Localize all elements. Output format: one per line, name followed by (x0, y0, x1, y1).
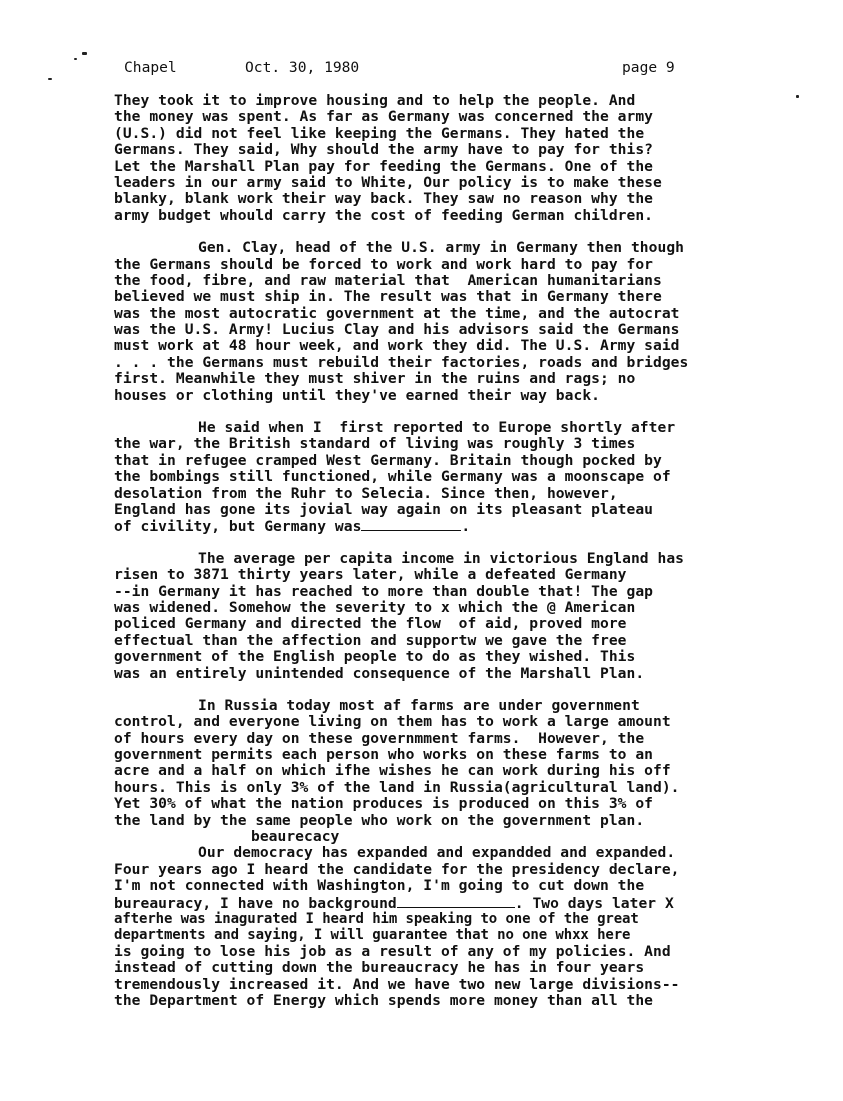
text-fragment: . (461, 518, 471, 536)
text-line: (U.S.) did not feel like keeping the Germans. They hated the (114, 124, 645, 142)
paragraph-3 (114, 420, 794, 535)
text-line: desolation from the Ruhr to Selecia. Since then, however, (114, 484, 618, 502)
fill-in-blank (397, 895, 515, 908)
text-line: the land by the same people who work on the government plan. (114, 811, 645, 829)
text-line: acre and a half on which ifhe wishes he can work during his off (114, 762, 671, 780)
text-line: the Germans should be forced to work and work hard to pay for (114, 255, 654, 273)
text-line: He said when I first reported to Europe shortly after (198, 419, 676, 437)
text-line: risen to 3871 thirty years later, while a defeated Germany (114, 566, 627, 584)
correction-annotation: beaurecacy (251, 828, 340, 846)
text-line: They took it to improve housing and to help the people. And (114, 92, 636, 109)
ink-speck (796, 95, 799, 98)
text-line: that in refugee cramped West Germany. Britain though pocked by (114, 451, 662, 469)
text-line: is going to lose his job as a result of any of my policies. And (114, 942, 671, 960)
text-line: of hours every day on these governmment farms. However, the (114, 729, 645, 747)
text-line: was widened. Somehow the severity to x which the @ American (114, 598, 636, 616)
text-fragment: of civility, but Germany was (114, 518, 362, 536)
text-line: effectual than the affection and supportw we gave the free (114, 631, 627, 649)
text-line: --in Germany it has reached to more than double that! The gap (114, 582, 654, 600)
text-line: first. Meanwhile they must shiver in the ruins and rags; no (114, 370, 636, 388)
text-line: Four years ago I heard the candidate for the presidency declare, (114, 860, 680, 878)
ink-speck (48, 78, 52, 80)
text-line: . . . the Germans must rebuild their factories, roads and bridges (114, 353, 689, 371)
text-line: was the U.S. Army! Lucius Clay and his advisors said the Germans (114, 321, 680, 339)
text-line: government of the English people to do as they wished. This (114, 648, 636, 666)
text-line: afterhe was inagurated I heard him speaking to one of the great (114, 910, 639, 927)
text-line: departments and saying, I will guarantee that no one whxx here (114, 927, 631, 944)
page-header (124, 58, 724, 78)
fill-in-blank (361, 518, 461, 531)
text-line: Germans. They said, Why should the army have to pay for this? (114, 141, 654, 159)
text-line-with-blank (114, 895, 794, 911)
text-line: houses or clothing until they've earned their way back. (114, 386, 600, 404)
text-line: England has gone its jovial way again on its pleasant plateau (114, 500, 654, 518)
text-line: government permits each person who works on these farms to an (114, 746, 654, 764)
paragraph-6 (114, 845, 794, 1009)
text-line: The average per capita income in victorious England has (198, 549, 684, 567)
ink-speck (74, 58, 77, 60)
header-date: Oct. 30, 1980 (245, 59, 360, 76)
ink-speck (82, 52, 87, 55)
text-line-with-blank (114, 518, 794, 534)
text-line: control, and everyone living on them has to work a large amount (114, 713, 671, 731)
text-line: I'm not connected with Washington, I'm going to cut down the (114, 877, 645, 895)
text-line: In Russia today most af farms are under government (198, 696, 640, 714)
paragraph-4 (114, 551, 794, 682)
text-line: must work at 48 hour week, and work they did. The U.S. Army said (114, 337, 680, 355)
text-line: Gen. Clay, head of the U.S. army in Germany then though (198, 239, 684, 257)
text-fragment: bureauracy, I have no background (114, 894, 397, 912)
text-line: Our democracy has expanded and expandded and expanded. (198, 844, 676, 862)
paragraph-5 (114, 698, 794, 829)
paragraph-2 (114, 240, 794, 404)
text-line: the Department of Energy which spends more money than all the (114, 991, 654, 1009)
text-line: was the most autocratic government at the time, and the autocrat (114, 304, 680, 322)
paragraph-1 (114, 93, 794, 224)
text-line: army budget whould carry the cost of feeding German children. (114, 206, 654, 224)
header-page-number: page 9 (622, 59, 675, 76)
text-line: believed we must ship in. The result was that in Germany there (114, 288, 662, 306)
text-fragment: . Two days later X (514, 894, 674, 912)
text-line: blanky, blank work their way back. They saw no reason why the (114, 190, 654, 208)
text-line: leaders in our army said to White, Our policy is to make these (114, 173, 662, 191)
document-body (114, 93, 794, 1009)
text-line: policed Germany and directed the flow of aid, proved more (114, 615, 627, 633)
text-line: tremendously increased it. And we have two new large divisions-- (114, 975, 680, 993)
text-line: Yet 30% of what the nation produces is produced on this 3% of (114, 795, 654, 813)
text-line: Let the Marshall Plan pay for feeding the Germans. One of the (114, 157, 654, 175)
text-line: instead of cutting down the bureaucracy he has in four years (114, 959, 645, 977)
text-line: the bombings still functioned, while Germany was a moonscape of (114, 468, 671, 486)
text-line: the war, the British standard of living was roughly 3 times (114, 435, 636, 453)
text-line: the food, fibre, and raw material that American humanitarians (114, 271, 662, 289)
text-line: hours. This is only 3% of the land in Russia(agricultural land). (114, 778, 680, 796)
text-line: was an entirely unintended consequence of the Marshall Plan. (114, 664, 645, 682)
header-title: Chapel (124, 59, 177, 76)
text-line: the money was spent. As far as Germany was concerned the army (114, 108, 654, 126)
